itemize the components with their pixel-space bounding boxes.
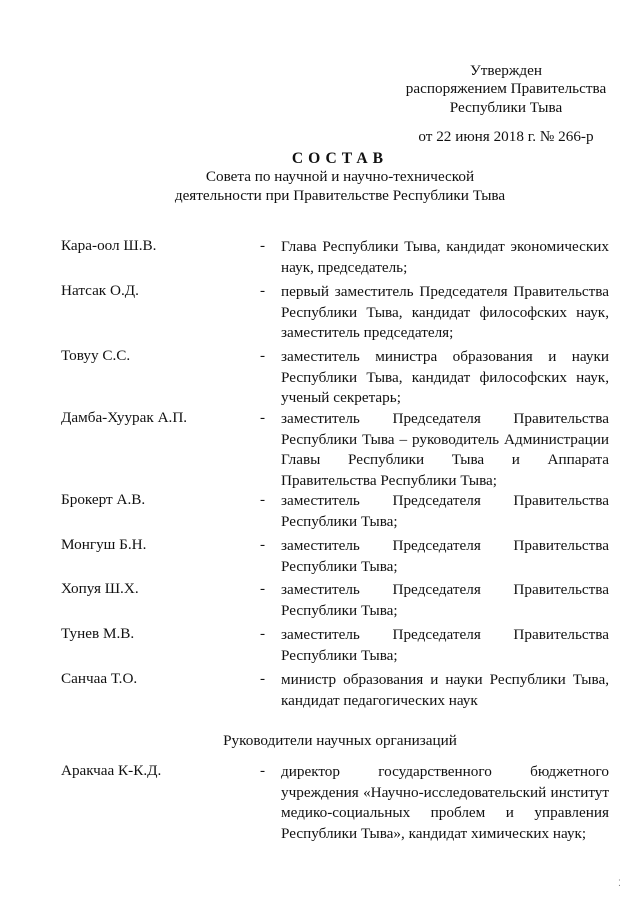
member-name: Аракчаа К-К.Д. <box>61 762 162 779</box>
member-name: Товуу С.С. <box>61 347 131 364</box>
member-name: Натсак О.Д. <box>61 282 139 299</box>
document-subtitle <box>150 168 530 205</box>
approval-line-3: Республики Тыва <box>449 98 563 116</box>
member-name: Тунев М.В. <box>61 625 135 642</box>
member-name: Брокерт А.В. <box>61 491 146 508</box>
member-role: заместитель Председателя Правительства Республики Тыва; <box>281 581 609 619</box>
section-heading: Руководители научных организаций <box>223 732 457 749</box>
member-dash: - <box>260 491 266 508</box>
member-dash: - <box>260 670 266 687</box>
member-dash: - <box>260 580 266 597</box>
member-dash: - <box>260 237 266 254</box>
member-name: Кара-оол Ш.В. <box>61 237 157 254</box>
member-role: директор государственного бюджетного учреждения «Научно-исследовательский институт медико-социальных проблем и управления Республики Тыва», кандидат химических наук; <box>281 763 609 842</box>
approval-line-2: распоряжением Правительства <box>405 80 607 98</box>
member-dash: - <box>260 282 266 299</box>
member-dash: - <box>260 347 266 364</box>
member-dash: - <box>260 409 266 426</box>
member-dash: - <box>260 536 266 553</box>
member-role: первый заместитель Председателя Правительства Республики Тыва, кандидат философских наук, заместитель председателя; <box>281 283 609 341</box>
member-name: Дамба-Хуурак А.П. <box>61 409 188 426</box>
approval-line-1: Утвержден <box>470 62 542 79</box>
member-name: Хопуя Ш.Х. <box>61 580 139 597</box>
member-role: министр образования и науки Республики Тыва, кандидат педагогических наук <box>281 671 609 709</box>
member-role: Глава Республики Тыва, кандидат экономических наук, председатель; <box>281 238 609 276</box>
subtitle-line-1: Совета по научной и научно-технической <box>205 168 475 185</box>
member-role: заместитель Председателя Правительства Республики Тыва; <box>281 537 609 575</box>
approval-block <box>398 62 614 147</box>
member-name: Монгуш Б.Н. <box>61 536 147 553</box>
member-dash: - <box>260 625 266 642</box>
member-dash: - <box>260 762 266 779</box>
member-role: заместитель Председателя Правительства Республики Тыва – руководитель Администрации Главы Республики Тыва и Аппарата Правительства Республики Тыва; <box>281 410 609 489</box>
member-role: заместитель Председателя Правительства Республики Тыва; <box>281 626 609 664</box>
approval-date: от 22 июня 2018 г. № 266-р <box>418 128 594 146</box>
member-role: заместитель министра образования и науки Республики Тыва, кандидат философских наук, ученый секретарь; <box>281 348 609 406</box>
member-name: Санчаа Т.О. <box>61 670 138 687</box>
subtitle-line-2: деятельности при Правительстве Республики Тыва <box>174 186 506 204</box>
document-title: СОСТАВ <box>291 150 389 167</box>
member-role: заместитель Председателя Правительства Республики Тыва; <box>281 492 609 530</box>
corner-mark: ⁚ <box>618 878 621 888</box>
